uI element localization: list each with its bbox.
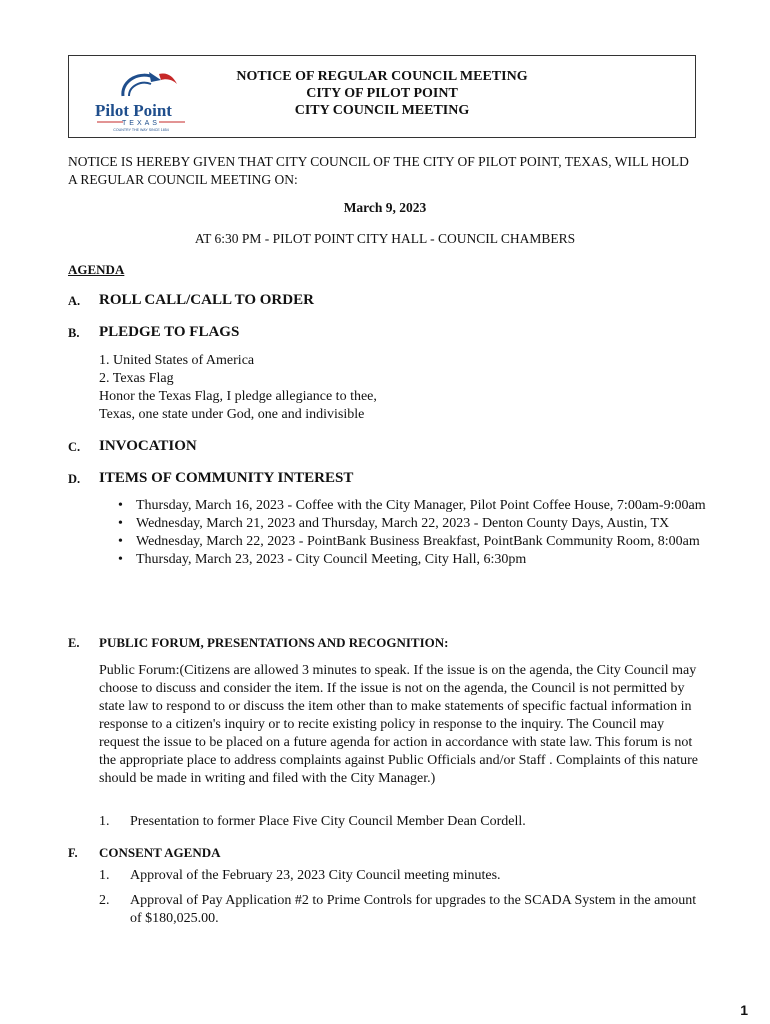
item-number: 1. [99, 868, 110, 883]
header-title-2: CITY OF PILOT POINT [306, 86, 458, 101]
bullet-icon: • [118, 534, 123, 549]
pledge-line: Texas, one state under God, one and indivisible [99, 407, 365, 422]
section-a-letter: A. [68, 294, 81, 308]
notice-line-2: A REGULAR COUNCIL MEETING ON: [68, 172, 298, 187]
list-item [118, 551, 708, 569]
community-interest-list [118, 497, 708, 569]
logo-text: Pilot Point [95, 101, 172, 120]
header-box [68, 55, 696, 138]
logo-tagline: COUNTRY THE WAY SINCE 1854 [113, 128, 169, 132]
list-item-text: Thursday, March 23, 2023 - City Council Meeting, City Hall, 6:30pm [136, 552, 527, 567]
meeting-time-location: AT 6:30 PM - PILOT POINT CITY HALL - COUNCIL CHAMBERS [194, 231, 576, 246]
section-d-letter: D. [68, 472, 81, 486]
header-titles [69, 68, 695, 119]
header-title-3: CITY COUNCIL MEETING [294, 103, 470, 118]
bullet-icon: • [118, 498, 123, 513]
pledge-line: 2. Texas Flag [99, 371, 174, 386]
agenda-heading: AGENDA [68, 262, 125, 277]
item-text: Approval of the February 23, 2023 City Council meeting minutes. [130, 868, 501, 883]
item-number: 2. [99, 893, 110, 908]
pledge-line: 1. United States of America [99, 353, 255, 368]
item-number: 1. [99, 814, 110, 829]
list-item-text: Wednesday, March 21, 2023 and Thursday, March 22, 2023 - Denton County Days, Austin, TX [136, 516, 670, 531]
pledge-line: Honor the Texas Flag, I pledge allegiance to thee, [99, 389, 377, 404]
list-item [118, 515, 708, 533]
section-b-letter: B. [68, 326, 80, 340]
notice-line-1: NOTICE IS HEREBY GIVEN THAT CITY COUNCIL OF THE CITY OF PILOT POINT, TEXAS, WILL HOLD [68, 154, 689, 169]
section-a-title: ROLL CALL/CALL TO ORDER [99, 292, 314, 308]
page-number: 1 [740, 1002, 748, 1018]
section-c-title: INVOCATION [99, 438, 197, 454]
logo-subtext: TEXAS [122, 120, 160, 127]
section-e-letter: E. [68, 636, 80, 650]
section-e-title: PUBLIC FORUM, PRESENTATIONS AND RECOGNITION: [99, 635, 449, 650]
meeting-date: March 9, 2023 [343, 200, 427, 215]
public-forum-paragraph: Public Forum:(Citizens are allowed 3 minutes to speak. If the issue is on the agenda, the City Council may choose to discuss and consider the item. If the issue is not on the agenda, the Council is not permitted by state law to respond to or discuss the item other than to make statements of specific factual information in response to a citizen's inquiry or to recite existing policy in response to the inquiry. The Council may request the issue to be placed on a future agenda for action in accordance with state law. This forum is not the appropriate place to address complaints against Public Officials and/or Staff . Complaints of this nature should be made in writing and filed with the City Manager.) [99, 663, 699, 786]
list-item [118, 533, 708, 551]
list-item-text: Wednesday, March 22, 2023 - PointBank Business Breakfast, PointBank Community Room, 8:00am [136, 534, 700, 549]
section-b-title: PLEDGE TO FLAGS [99, 324, 240, 340]
pledge-lines [99, 352, 377, 424]
notice-text [68, 153, 708, 189]
bullet-icon: • [118, 516, 123, 531]
list-item [118, 497, 708, 515]
header-title-1: NOTICE OF REGULAR COUNCIL MEETING [236, 69, 528, 84]
item-text: Approval of Pay Application #2 to Prime Controls for upgrades to the SCADA System in the amount of $180,025.00. [130, 893, 697, 926]
section-d-title: ITEMS OF COMMUNITY INTEREST [99, 470, 354, 486]
section-c-letter: C. [68, 440, 81, 454]
section-f-title: CONSENT AGENDA [99, 845, 221, 860]
list-item-text: Thursday, March 16, 2023 - Coffee with the City Manager, Pilot Point Coffee House, 7:00am-9:00am [136, 498, 706, 513]
item-text: Presentation to former Place Five City Council Member Dean Cordell. [130, 814, 526, 829]
bullet-icon: • [118, 552, 123, 567]
section-f-letter: F. [68, 846, 78, 860]
